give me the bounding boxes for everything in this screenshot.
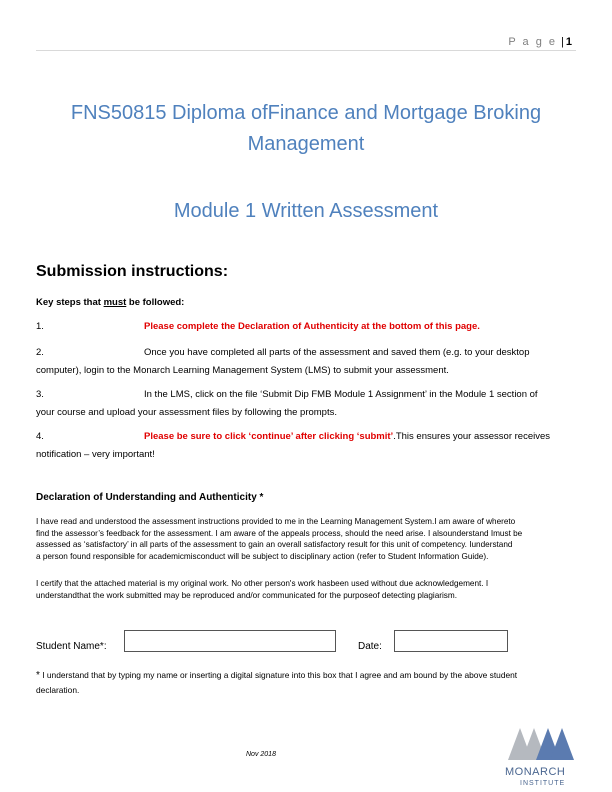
declaration-paragraph-1 — [36, 516, 578, 562]
declaration-heading: Declaration of Understanding and Authenticity * — [36, 492, 264, 503]
step-number: 4. — [36, 431, 44, 442]
step-4-text: .This ensures your assessor receives — [393, 431, 551, 442]
page-number-label — [508, 36, 572, 48]
key-steps-pre: Key steps that — [36, 297, 104, 308]
step-number: 3. — [36, 389, 44, 400]
declaration-line: assessed as ‘satisfactory’ in all parts of the assessment to gain an overall satisfactory result for this unit of competency. Iunderstand — [36, 540, 513, 549]
declaration-line: understandthat the work submitted may be reproduced and/or communicated for the purposeof detecting plagiarism. — [36, 590, 457, 600]
key-steps-line — [36, 297, 184, 308]
note-star: * — [36, 670, 40, 681]
declaration-line: a person found responsible for academicmisconduct will be subject to disciplinary action (refer to Student Information Guide). — [36, 551, 489, 561]
declaration-line: I have read and understood the assessment instructions provided to me in the Learning Management System.I am aware of whereto — [36, 517, 516, 526]
step-4-line2: notification – very important! — [36, 449, 155, 460]
submission-heading: Submission instructions: — [36, 263, 229, 280]
student-name-label: Student Name*: — [36, 641, 107, 652]
document-title-line2: Management — [247, 133, 365, 155]
signature-note — [36, 668, 578, 697]
document-subtitle: Module 1 Written Assessment — [173, 200, 439, 222]
step-1 — [36, 318, 576, 336]
step-number: 2. — [36, 347, 44, 358]
note-line1: I understand that by typing my name or inserting a digital signature into this box that I agree and am bound by the above student — [39, 670, 518, 680]
step-1-red-text: Please complete the Declaration of Authenticity at the bottom of this page — [144, 321, 478, 332]
step-3-line1: In the LMS, click on the file ‘Submit Dip FMB Module 1 Assignment’ in the Module 1 section of — [144, 389, 538, 400]
step-3 — [36, 386, 576, 422]
step-2-line1: Once you have completed all parts of the assessment and saved them (e.g. to your desktop — [144, 347, 530, 358]
logo-subtitle: INSTITUTE — [520, 780, 566, 787]
footer-date: Nov 2018 — [246, 751, 276, 758]
document-title-line1: FNS50815 Diploma ofFinance and Mortgage Broking — [70, 102, 542, 124]
date-label: Date: — [358, 641, 382, 652]
page-word: P a g e — [508, 36, 558, 48]
key-steps-must: must — [103, 297, 127, 308]
key-steps-post: be followed: — [126, 297, 185, 308]
note-line2: declaration. — [36, 685, 80, 695]
declaration-line: I certify that the attached material is my original work. No other person's work hasbeen used without due acknowledgement. I — [36, 579, 489, 588]
declaration-line: find the assessor’s feedback for the assessment. I am aware of the appeals process, should the need arise. I alsounderstand Imust be — [36, 528, 523, 538]
student-name-input[interactable] — [124, 630, 336, 652]
header-rule — [36, 50, 576, 51]
page-number: 1 — [565, 36, 572, 48]
step-1-period: . — [477, 321, 480, 332]
declaration-paragraph-2 — [36, 578, 578, 601]
logo-name: MONARCH — [505, 766, 566, 778]
step-3-line2: your course and upload your assessment files by following the prompts. — [36, 407, 337, 418]
step-2 — [36, 344, 576, 380]
document-title — [36, 98, 576, 160]
step-4-red-text: Please be sure to click ‘continue’ after clicking ‘submit’ — [144, 431, 394, 442]
date-input[interactable] — [394, 630, 508, 652]
page-separator: | — [561, 36, 564, 48]
step-2-line2: computer), login to the Monarch Learning Management System (LMS) to submit your assessment. — [36, 365, 449, 376]
step-4 — [36, 428, 576, 464]
step-number: 1. — [36, 321, 44, 332]
